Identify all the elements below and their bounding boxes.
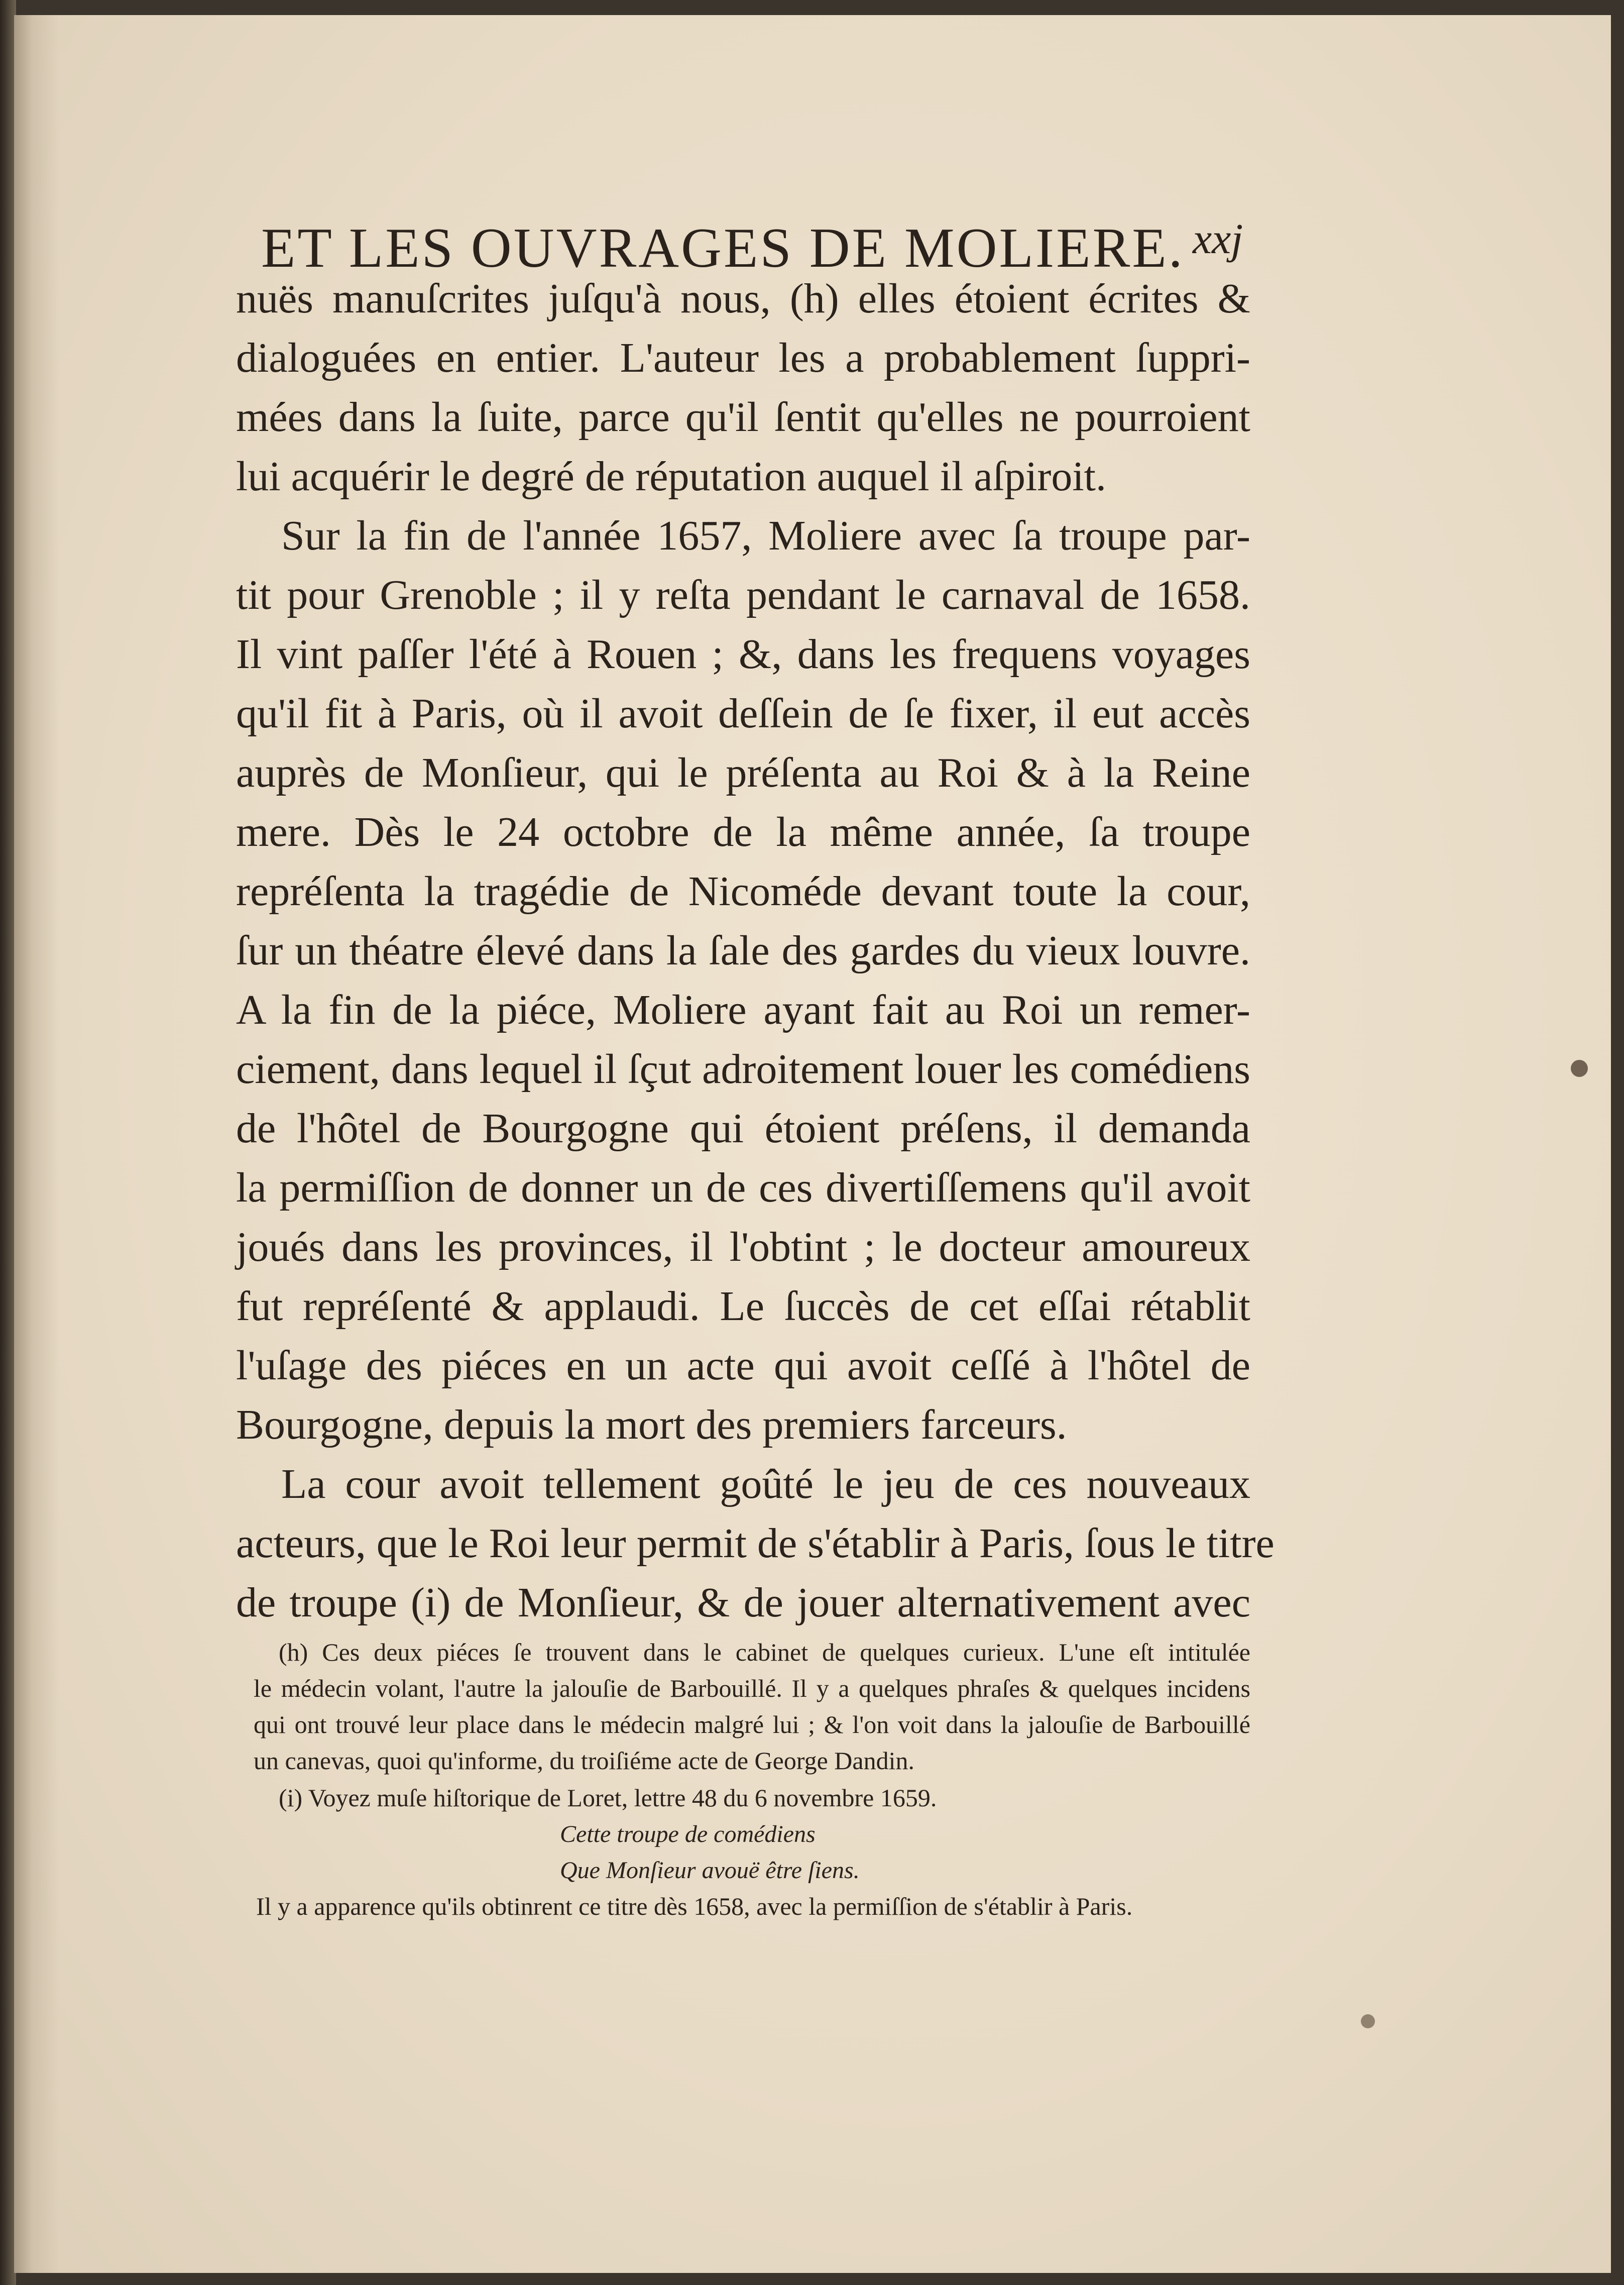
footnote-line: (i) Voyez muſe hiſtorique de Loret, lettre 48 du 6 novembre 1659. bbox=[279, 1784, 937, 1812]
page-number: xxj bbox=[1193, 214, 1243, 263]
body-line: La cour avoit tellement goûté le jeu de ces nouveaux bbox=[281, 1461, 1250, 1507]
footnote-line: (h) Ces deux piéces ſe trouvent dans le cabinet de quelques curieux. L'une eſt intitulée bbox=[279, 1638, 1250, 1666]
body-line: mées dans la ſuite, parce qu'il ſentit qu'elles ne pourroient bbox=[236, 394, 1250, 441]
body-line: Sur la fin de l'année 1657, Moliere avec ſa troupe par- bbox=[281, 512, 1250, 559]
running-head: ET LES OUVRAGES DE MOLIERE. bbox=[261, 217, 1185, 279]
paper-spot bbox=[1361, 2014, 1375, 2028]
footnote-line: le médecin volant, l'autre la jalouſie de Barbouillé. Il y a quelques phraſes & quelques incidens bbox=[254, 1674, 1250, 1702]
body-line: ſur un théatre élevé dans la ſale des gardes du vieux louvre. bbox=[236, 927, 1250, 974]
body-line: tit pour Grenoble ; il y reſta pendant le carnaval de 1658. bbox=[236, 572, 1250, 618]
body-line: Il vint paſſer l'été à Rouen ; &, dans les frequens voyages bbox=[236, 631, 1250, 678]
body-line: qu'il fit à Paris, où il avoit deſſein de ſe fixer, il eut accès bbox=[236, 690, 1250, 737]
closing-note: Il y a apparence qu'ils obtinrent ce titre dès 1658, avec la permiſſion de s'établir à Paris. bbox=[256, 1892, 1133, 1920]
body-line: nuës manuſcrites juſqu'à nous, (h) elles étoient écrites & bbox=[236, 275, 1250, 322]
footnote-line: un canevas, quoi qu'informe, du troiſiéme acte de George Dandin. bbox=[254, 1747, 914, 1775]
body-line: de troupe (i) de Monſieur, & de jouer alternativement avec bbox=[236, 1579, 1250, 1626]
body-line: mere. Dès le 24 octobre de la même année, ſa troupe bbox=[236, 809, 1250, 855]
verse-line: Que Monſieur avouë être ſiens. bbox=[560, 1857, 860, 1884]
paper-spot bbox=[1571, 1060, 1588, 1077]
body-line: la permiſſion de donner un de ces divertiſſemens qu'il avoit bbox=[236, 1164, 1250, 1211]
body-line: acteurs, que le Roi leur permit de s'établir à Paris, ſous le titre bbox=[236, 1520, 1274, 1567]
footnote-line: qui ont trouvé leur place dans le médecin malgré lui ; & l'on voit dans la jalouſie de Barbouillé bbox=[254, 1710, 1250, 1738]
body-line: dialoguées en entier. L'auteur les a probablement ſuppri- bbox=[236, 335, 1250, 381]
body-line: repréſenta la tragédie de Nicoméde devant toute la cour, bbox=[236, 868, 1250, 915]
body-line: Bourgogne, depuis la mort des premiers farceurs. bbox=[236, 1401, 1067, 1448]
body-line: de l'hôtel de Bourgogne qui étoient préſens, il demanda bbox=[236, 1105, 1250, 1152]
body-line: A la fin de la piéce, Moliere ayant fait au Roi un remer- bbox=[236, 987, 1250, 1033]
body-line: l'uſage des piéces en un acte qui avoit ceſſé à l'hôtel de bbox=[236, 1342, 1250, 1389]
body-line: ciement, dans lequel il ſçut adroitement louer les comédiens bbox=[236, 1046, 1250, 1093]
body-line: auprès de Monſieur, qui le préſenta au Roi & à la Reine bbox=[236, 749, 1250, 796]
body-line: lui acquérir le degré de réputation auquel il aſpiroit. bbox=[236, 453, 1106, 500]
page-gutter-shadow bbox=[14, 15, 59, 2273]
body-line: fut repréſenté & applaudi. Le ſuccès de cet eſſai rétablit bbox=[236, 1283, 1250, 1330]
verse-line: Cette troupe de comédiens bbox=[560, 1821, 816, 1847]
body-line: joués dans les provinces, il l'obtint ; le docteur amoureux bbox=[236, 1224, 1250, 1270]
